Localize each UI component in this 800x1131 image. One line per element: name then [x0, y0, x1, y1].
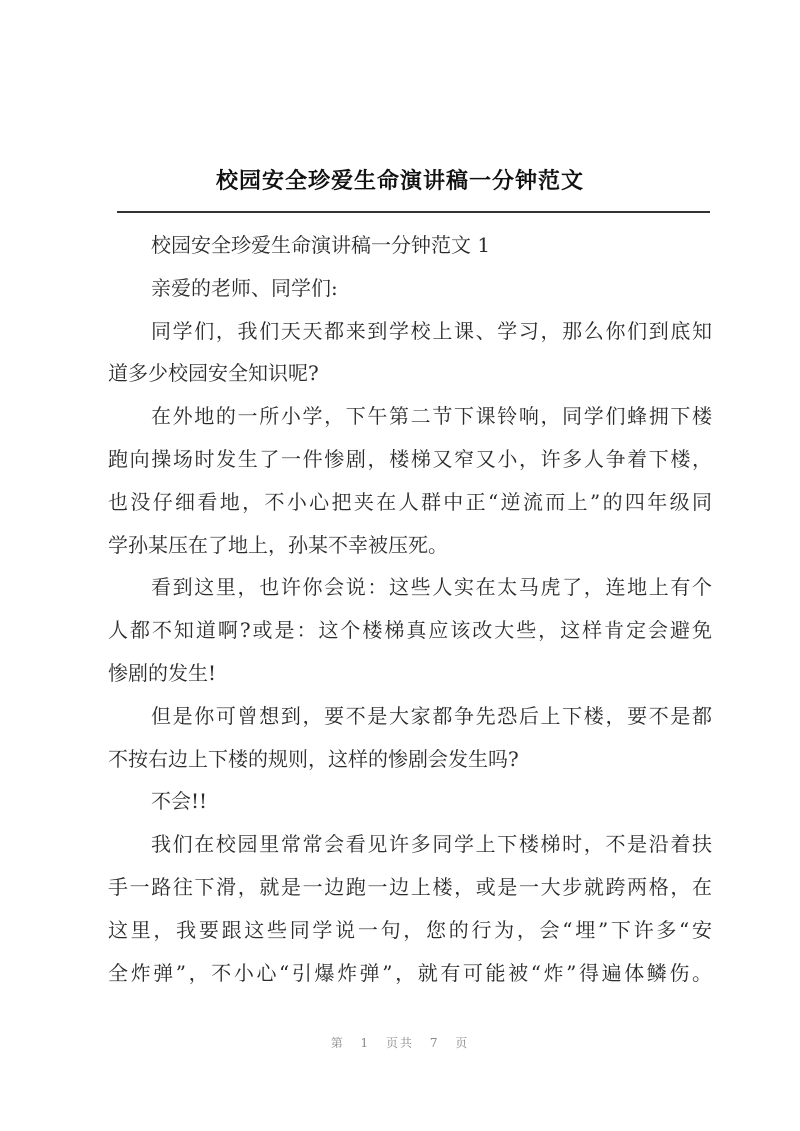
paragraph-line: 手一路往下滑，就是一边跑一边上楼，或是一大步就跨两格，在 — [108, 874, 712, 899]
paragraph-line: 跑向操场时发生了一件惨剧，楼梯又窄又小，许多人争着下楼， — [108, 446, 712, 471]
paragraph-line: 在外地的一所小学，下午第二节下课铃响，同学们蜂拥下楼 — [151, 404, 712, 429]
paragraph-line: 不按右边上下楼的规则，这样的惨剧会发生吗? — [108, 746, 519, 771]
document-body — [108, 224, 712, 994]
paragraph-line: 惨剧的发生! — [108, 660, 217, 685]
paragraph-line: 也没仔细看地，不小心把夹在人群中正“逆流而上”的四年级同 — [108, 489, 712, 514]
paragraph-line: 学孙某压在了地上，孙某不幸被压死。 — [108, 532, 448, 557]
section-heading: 校园安全珍爱生命演讲稿一分钟范文 1 — [151, 233, 491, 257]
document-title: 校园安全珍爱生命演讲稿一分钟范文 — [215, 168, 584, 194]
paragraph-line: 但是你可曾想到，要不是大家都争先恐后上下楼，要不是都 — [151, 703, 712, 728]
title-divider — [117, 211, 710, 213]
paragraph-line: 看到这里，也许你会说：这些人实在太马虎了，连地上有个 — [151, 575, 712, 600]
paragraph-line: 不会!! — [151, 789, 208, 814]
paragraph-line: 道多少校园安全知识呢? — [108, 361, 319, 386]
paragraph-line: 人都不知道啊?或是：这个楼梯真应该改大些，这样肯定会避免 — [108, 618, 712, 643]
paragraph-line: 全炸弹”，不小心“引爆炸弹”，就有可能被“炸”得遍体鳞伤。 — [108, 960, 712, 985]
paragraph-line: 我们在校园里常常会看见许多同学上下楼梯时，不是沿着扶 — [151, 832, 712, 857]
paragraph-line: 这里，我要跟这些同学说一句，您的行为，会“埋”下许多“安 — [108, 917, 712, 942]
page-number-footer: 第 1 页共 7 页 — [330, 1036, 470, 1050]
paragraph-line: 同学们，我们天天都来到学校上课、学习，那么你们到底知 — [151, 318, 712, 343]
salutation: 亲爱的老师、同学们: — [151, 275, 338, 300]
